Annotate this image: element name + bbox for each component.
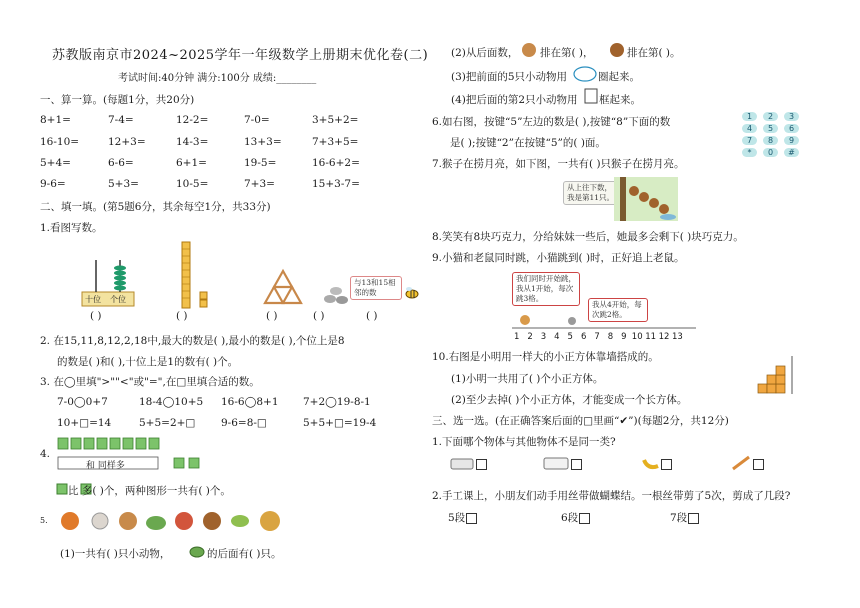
section-3-question-1: 1.下面哪个物体与其他物体不是同一类?: [432, 436, 616, 448]
option-label: 7段: [670, 512, 688, 524]
number-line-tick: 10: [631, 332, 643, 342]
question-10: 10.右图是小明用一样大的小正方体靠墙搭成的。: [432, 351, 659, 363]
number-line-tick: 8: [607, 332, 614, 342]
question-8: 8.笑笑有8块巧克力，分给妹妹一些后，她最多会剩下( )块巧克力。: [432, 231, 744, 243]
compare-item: 5+5=2+□: [139, 417, 196, 429]
question-10-1: (1)小明一共用了( )个小正方体。: [451, 373, 604, 385]
question-2-5-1: (1)一共有( )只小动物，: [60, 548, 171, 560]
calc-item: 13+3=: [244, 136, 282, 148]
key: 9: [784, 136, 799, 145]
q5-3-text: (3)把前面的5只小动物用: [451, 71, 568, 83]
pencil-picture: [731, 455, 751, 471]
calc-item: 12+3=: [108, 136, 146, 148]
number-line-tick: 6: [580, 332, 587, 342]
number-line-tick: 2: [527, 332, 533, 342]
q5-2-text: (2)从后面数，: [451, 47, 519, 59]
number-line-tick: 9: [621, 332, 627, 342]
question-2-4-number: 4.: [40, 448, 51, 460]
calc-item: 8+1=: [40, 114, 71, 126]
calc-row-2: [40, 136, 380, 148]
cat-bubble-text: 我们同时开始跳，我从1开始，每次跳3格。: [516, 274, 576, 303]
eraser-box-picture: [543, 455, 569, 471]
q5-4-text: (4)把后面的第2只小动物用: [451, 94, 578, 106]
question-2-2-line2: 的数是( )和( ),十位上是1的数有( )个。: [57, 356, 239, 368]
question-2-5-1b: 的后面有( )只。: [207, 548, 282, 560]
answer-blank[interactable]: ( ): [90, 310, 102, 322]
animal-row-picture: [58, 506, 290, 536]
calc-row-1: [40, 114, 380, 126]
key: 4: [742, 124, 757, 133]
stones-picture: [322, 282, 350, 306]
calc-item: 15+3-7=: [312, 178, 360, 190]
exam-info: 考试时间:40分钟 满分:100分 成绩:________: [118, 73, 317, 84]
answer-checkbox[interactable]: [753, 459, 764, 470]
square-frame-icon: [584, 88, 598, 104]
key: 7: [742, 136, 757, 145]
number-line-labels: [510, 330, 684, 342]
calc-item: 7+3+5=: [312, 136, 359, 148]
calc-item: 5+4=: [40, 157, 71, 169]
banana-picture: [642, 456, 660, 470]
number-line-tick: 7: [594, 332, 600, 342]
abacus-label-tens: 十位: [85, 295, 101, 304]
question-2-5-number: 5.: [40, 516, 48, 525]
mouse-bubble-text: 我从4开始，每次跳2格。: [592, 300, 642, 319]
turtle-icon: [188, 544, 206, 558]
sticks-triangles-picture: [262, 268, 304, 308]
oval-circle-icon: [573, 66, 597, 82]
calc-item: 16-6+2=: [312, 157, 360, 169]
question-6-line1: 6.如右图，按键“5”左边的数是( ),按键“8”下面的数: [432, 116, 671, 128]
q1-bubble-text: 与13和15相邻的数: [354, 278, 396, 297]
calc-item: 7-4=: [108, 114, 134, 126]
number-line-tick: 12: [658, 332, 670, 342]
answer-blank[interactable]: ( ): [366, 310, 378, 322]
keypad: [742, 112, 802, 157]
calc-item: 10-5=: [176, 178, 209, 190]
number-line-tick: 3: [540, 332, 547, 342]
question-6-line2: 是( );按键“2”在按键“5”的( )面。: [450, 137, 606, 149]
answer-checkbox[interactable]: [661, 459, 672, 470]
question-2-3: 3. 在◯里填">""<"或"=",在□里填合适的数。: [40, 376, 260, 388]
section-3-heading: 三、选一选。(在正确答案后面的□里画“✔”)(每题2分，共12分): [432, 415, 729, 427]
stacked-cubes-picture: [752, 356, 796, 396]
compare-item: 7-0◯0+7: [57, 396, 108, 408]
abacus-label-ones: 个位: [110, 295, 126, 304]
calc-item: 5+3=: [108, 178, 139, 190]
option-label: 5段: [448, 512, 466, 524]
calc-item: 6-6=: [108, 157, 134, 169]
q5-4-text-b: 框起来。: [599, 94, 641, 106]
compare-row-2: [57, 417, 397, 429]
key: 2: [763, 112, 778, 121]
question-2-4-text: 比 多( )个，两种图形一共有( )个。: [68, 485, 231, 497]
key: *: [742, 148, 757, 157]
cube-rods-picture: [178, 240, 218, 310]
key: 0: [763, 148, 778, 157]
answer-checkbox[interactable]: [579, 513, 590, 524]
cylinder-icon: [56, 483, 68, 495]
compare-item: 16-6◯8+1: [221, 396, 279, 408]
key: #: [784, 148, 799, 157]
calc-item: 6+1=: [176, 157, 207, 169]
calc-item: 7+3=: [244, 178, 275, 190]
compare-item: 18-4◯10+5: [139, 396, 204, 408]
compare-row-1: [57, 396, 397, 408]
q5-2-text-c: 排在第( )。: [627, 47, 681, 59]
page-title: 苏教版南京市2024~2025学年一年级数学上册期末优化卷(二): [52, 48, 429, 63]
bee-icon: [403, 286, 421, 300]
cat-bubble: [512, 272, 580, 306]
calc-item: 12-2=: [176, 114, 209, 126]
mouse-bubble: [588, 298, 648, 322]
section-1-heading: 一、算一算。(每题1分，共20分): [40, 94, 195, 106]
question-10-2: (2)至少去掉( )个小正方体，才能变成一个长方体。: [451, 394, 688, 406]
compare-item: 10+□=14: [57, 417, 112, 429]
calc-row-4: [40, 178, 380, 190]
key: 3: [784, 112, 799, 121]
pencil-box-picture: [450, 457, 474, 471]
answer-checkbox[interactable]: [571, 459, 582, 470]
answer-blank[interactable]: ( ): [176, 310, 188, 322]
number-line-tick: 4: [554, 332, 560, 342]
calc-item: 3+5+2=: [312, 114, 359, 126]
section-3-question-2: 2.手工课上，小朋友们动手用丝带做蝴蝶结。一根丝带剪了5次，剪成了几段?: [432, 490, 791, 502]
question-2-1: 1.看图写数。: [40, 222, 103, 234]
question-2-2-line1: 2. 在15,11,8,12,2,18中,最大的数是( ),最小的数是( ),个位上是8: [40, 335, 345, 347]
key: 1: [742, 112, 757, 121]
compare-item: 7+2◯19-8-1: [303, 396, 371, 408]
answer-blank[interactable]: ( ): [266, 310, 278, 322]
question-7: 7.猴子在捞月亮，如下图，一共有( )只猴子在捞月亮。: [432, 158, 685, 170]
monkey-bubble: [563, 181, 619, 205]
option-5-segments: [448, 510, 477, 525]
number-line-tick: 11: [645, 332, 657, 342]
calc-item: 16-10=: [40, 136, 80, 148]
dog-icon: [520, 41, 538, 59]
answer-blank[interactable]: ( ): [313, 310, 325, 322]
monkey-bubble-text: 从上往下数，我是第11只。: [567, 183, 615, 202]
key: 5: [763, 124, 778, 133]
question-9: 9.小猫和老鼠同时跳，小猫跳到( )时，正好追上老鼠。: [432, 252, 685, 264]
q5-2-text-b: 排在第( )，: [540, 47, 594, 59]
calc-item: 9-6=: [40, 178, 66, 190]
monkeys-moon-picture: [614, 177, 678, 221]
option-7-segments: [670, 510, 699, 525]
compare-item: 5+5+□=19-4: [303, 417, 377, 429]
key: 8: [763, 136, 778, 145]
calc-item: 14-3=: [176, 136, 209, 148]
compare-item: 9-6=8-□: [221, 417, 267, 429]
answer-checkbox[interactable]: [466, 513, 477, 524]
answer-checkbox[interactable]: [476, 459, 487, 470]
section-2-heading: 二、填一填。(第5题6分，其余每空1分，共33分): [40, 201, 271, 213]
cylinders-and-cubes-picture: [56, 436, 206, 474]
number-line-tick: 1: [513, 332, 520, 342]
option-label: 6段: [561, 512, 579, 524]
monkey-icon: [608, 41, 626, 59]
q4-label: 和 同样多: [86, 461, 125, 471]
key: 6: [784, 124, 799, 133]
number-line-tick: 13: [671, 332, 683, 342]
calc-item: 7-0=: [244, 114, 270, 126]
option-6-segments: [561, 510, 590, 525]
answer-checkbox[interactable]: [688, 513, 699, 524]
q5-3-text-b: 圈起来。: [598, 71, 640, 83]
calc-item: 19-5=: [244, 157, 277, 169]
q1-bubble: [350, 276, 402, 300]
number-line-tick: 5: [567, 332, 573, 342]
calc-row-3: [40, 157, 380, 169]
